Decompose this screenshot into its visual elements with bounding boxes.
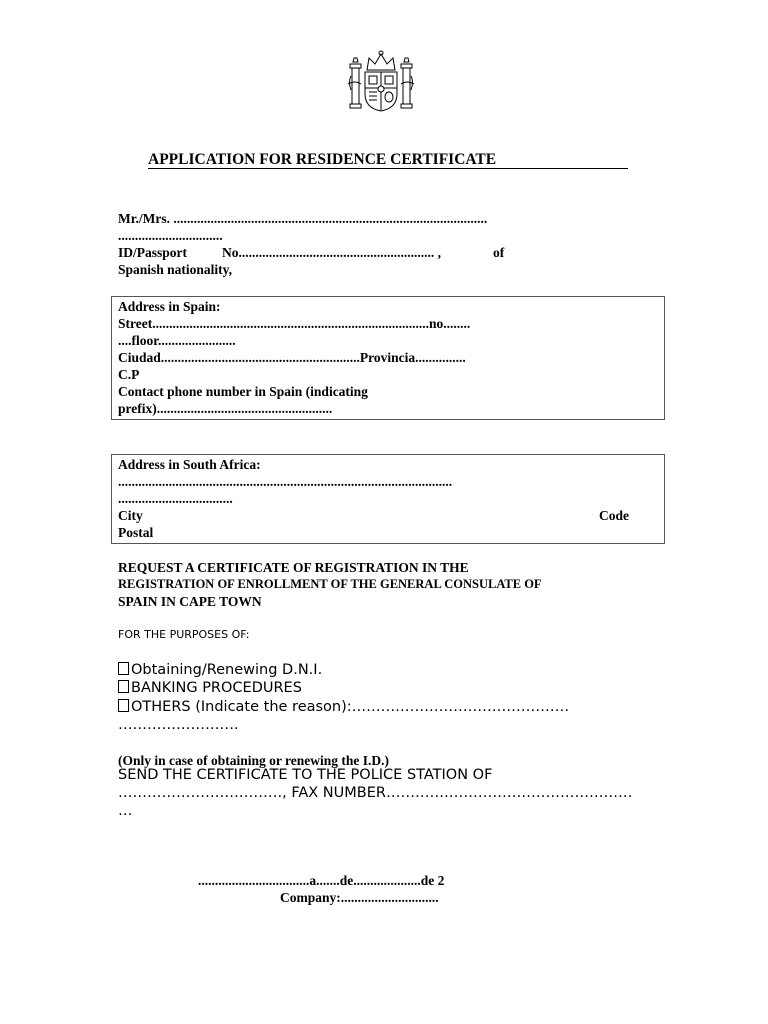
address-sa-heading: Address in South Africa: [118,457,261,472]
place-date-field[interactable]: .................................a.......de....................de 2 [198,873,445,888]
checkbox-icon[interactable] [118,662,129,675]
mr-mrs-field[interactable]: Mr./Mrs. ............................................................................................. [118,211,488,226]
of-label: of [493,245,505,260]
company-field[interactable]: Company:............................. [280,890,439,905]
option-dni[interactable] [118,662,322,678]
ciudad-provincia-field[interactable]: Ciudad...........................................................Provincia............... [118,350,466,365]
send-certificate-text: SEND THE CERTIFICATE TO THE POLICE STATION OF [118,767,493,783]
id-number-field[interactable]: No.......................................................... , [222,245,441,260]
checkbox-icon[interactable] [118,699,129,712]
option-dni-label: Obtaining/Renewing D.N.I. [131,662,323,678]
address-spain-heading: Address in Spain: [118,299,221,314]
request-line-2: REGISTRATION OF ENROLLMENT OF THE GENERAL CONSULATE OF [118,577,542,591]
street-field[interactable]: Street..................................................................................no........ [118,316,471,331]
option-others[interactable] [118,699,569,715]
police-fax-field[interactable]: ……………………………., FAX NUMBER…………………………………………… [118,785,633,801]
id-passport-label: ID/Passport [118,245,188,260]
address-sa-line2[interactable]: .................................. [118,491,233,506]
mr-mrs-field-continued[interactable]: ............................... [118,228,223,243]
city-label: City [118,508,143,523]
address-sa-line1[interactable]: ................................................................................................... [118,474,453,489]
code-label: Code [599,508,629,523]
purposes-label: FOR THE PURPOSES OF: [118,628,250,641]
police-fax-field-continued[interactable]: … [118,803,133,819]
request-line-3: SPAIN IN CAPE TOWN [118,594,262,609]
phone-field[interactable]: prefix).................................................... [118,401,333,416]
id-only-note: (Only in case of obtaining or renewing the I.D.) [118,753,390,768]
option-banking-label: BANKING PROCEDURES [131,680,302,696]
nationality-label: Spanish nationality, [118,262,233,277]
postal-label: Postal [118,525,154,540]
option-others-label: OTHERS (Indicate the reason):……………………………………… [131,699,570,715]
floor-field[interactable]: ....floor....................... [118,333,236,348]
phone-label: Contact phone number in Spain (indicating [118,384,368,399]
spanish-coat-of-arms-icon [347,50,415,114]
request-line-1: REQUEST A CERTIFICATE OF REGISTRATION IN THE [118,560,469,575]
document-title: APPLICATION FOR RESIDENCE CERTIFICATE [148,151,497,168]
postal-code-label[interactable]: C.P [118,367,140,382]
title-underline [148,168,628,169]
option-banking[interactable] [118,680,302,696]
others-reason-field[interactable]: ……………………. [118,717,239,733]
checkbox-icon[interactable] [118,680,129,693]
